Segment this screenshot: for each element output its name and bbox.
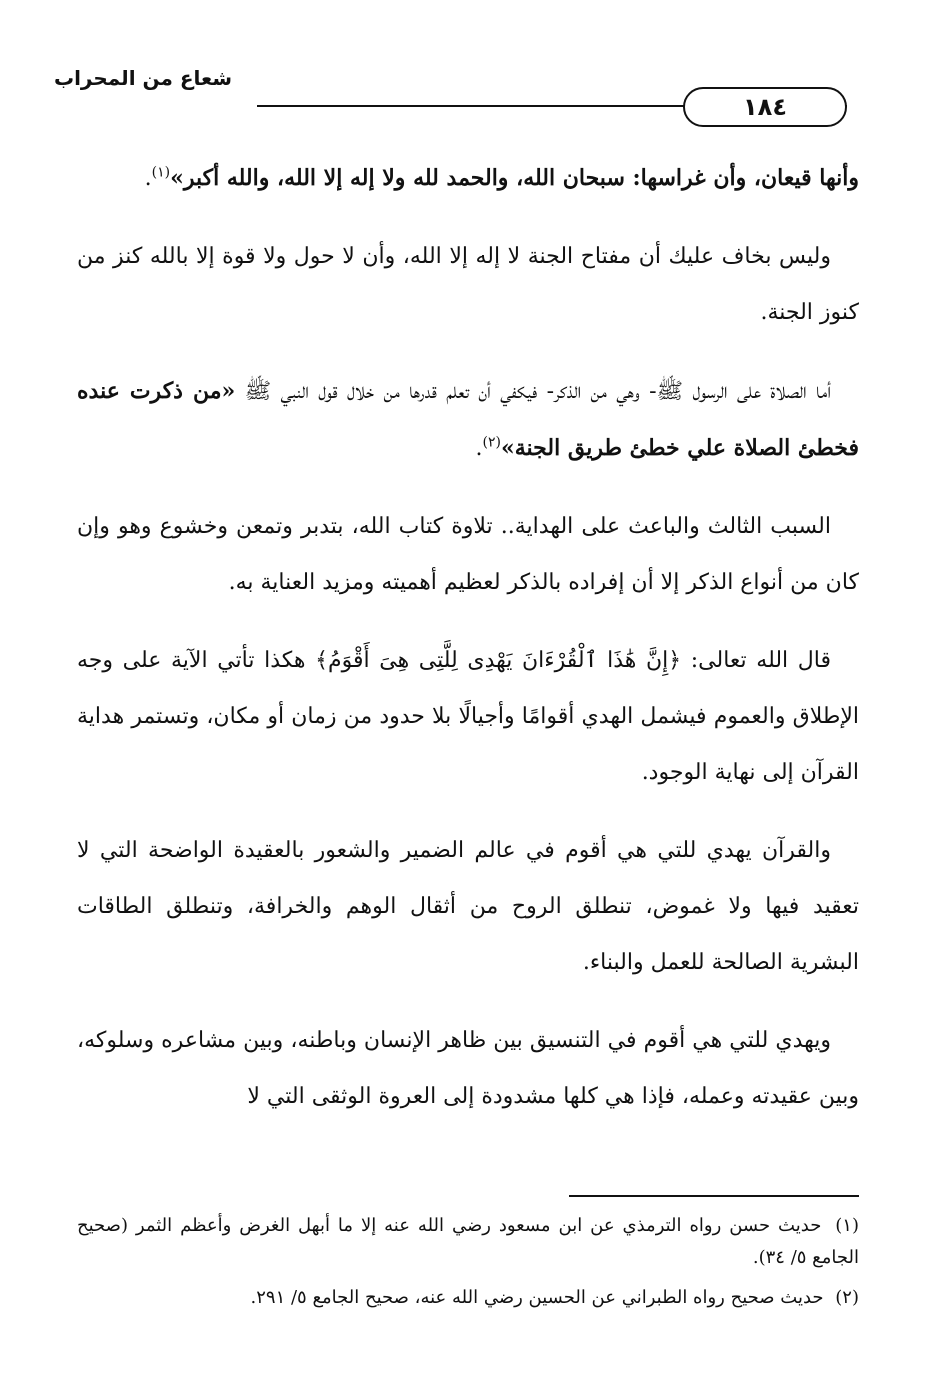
- footnote-ref-2: (٢): [482, 434, 501, 451]
- footnote-2: [77, 1282, 859, 1314]
- paragraph-5-lead: قال الله تعالى:: [681, 648, 831, 673]
- footnotes: [77, 1210, 859, 1322]
- running-header-title: شعاع من المحراب: [53, 66, 232, 90]
- footnote-ref-1: (١): [151, 164, 171, 181]
- footnote-separator: [569, 1195, 859, 1197]
- paragraph-4: السبب الثالث والباعث على الهداية.. تلاوة كتاب الله، بتدبر وتمعن وخشوع وهو وإن كان من أنواع الذكر إلا أن إفراده بالذكر لعظيم أهميته ومزيد العناية به.: [77, 514, 859, 595]
- paragraph-6: والقرآن يهدي للتي هي أقوم في عالم الضمير والشعور بالعقيدة الواضحة التي لا تعقيد فيها ولا غموض، تنطلق الروح من أثقال الوهم والخرافة، وتنطلق الطاقات البشرية الصالحة للعمل والبناء.: [77, 838, 859, 975]
- paragraph-5: [77, 633, 859, 801]
- body-text: [77, 150, 859, 1147]
- footnote-text: حديث حسن رواه الترمذي عن ابن مسعود رضي الله عنه إلا ما أبهل الغرض وأعظم الثمر (صحيح الجامع ٥/ ٣٤).: [77, 1215, 859, 1268]
- paragraph-1-end: .: [144, 166, 152, 191]
- paragraph-3-text: أما الصلاة على الرسول ﷺ- وهي من الذكر- فيكفي أن تعلم قدرها من خلال قول النبي ﷺ: [235, 379, 831, 404]
- footnote-number: (٢): [835, 1287, 859, 1308]
- paragraph-2: وليس بخاف عليك أن مفتاح الجنة لا إله إلا الله، وأن لا حول ولا قوة إلا بالله كنز من كنوز الجنة.: [77, 244, 859, 325]
- paragraph-3: [77, 363, 859, 477]
- hadith-quote-2: «من ذكرت عنده فخطئ الصلاة علي خطئ طريق الجنة»: [77, 378, 859, 461]
- quran-verse: ﴿إِنَّ هَٰذَا ٱلْقُرْءَانَ يَهْدِى لِلَّتِى هِىَ أَقْوَمُ﴾: [315, 648, 682, 673]
- paragraph-7: ويهدي للتي هي أقوم في التنسيق بين ظاهر الإنسان وباطنه، وبين مشاعره وسلوكه، وبين عقيدته وعمله، فإذا هي كلها مشدودة إلى العروة الوثقى التي لا: [77, 1028, 859, 1109]
- hadith-quote-1: وأنها قيعان، وأن غراسها: سبحان الله، والحمد لله ولا إله إلا الله، والله أكبر»: [170, 165, 859, 191]
- page-number-badge: ١٨٤: [683, 87, 847, 127]
- footnote-number: (١): [835, 1215, 859, 1236]
- paragraph-1: [77, 150, 859, 207]
- footnote-text: حديث صحيح رواه الطبراني عن الحسين رضي الله عنه، صحيح الجامع ٥/ ٢٩١.: [250, 1287, 824, 1308]
- paragraph-5-rest: هكذا تأتي الآية على وجه الإطلاق والعموم فيشمل الهدي أقوامًا وأجيالًا بلا حدود من زمان أو مكان، وتستمر هداية القرآن إلى نهاية الوجود.: [77, 648, 859, 785]
- footnote-1: [77, 1210, 859, 1274]
- paragraph-3-end: .: [475, 436, 483, 461]
